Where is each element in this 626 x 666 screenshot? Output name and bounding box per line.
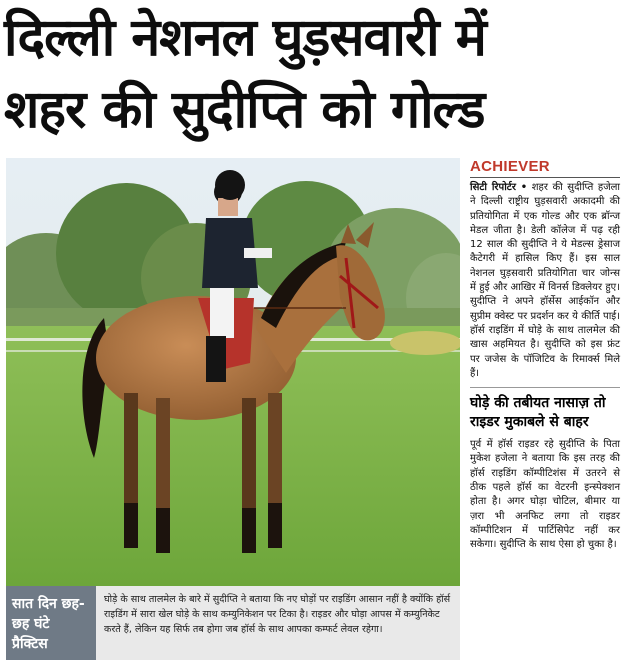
article-paragraph-2: पूर्व में हॉर्स राइडर रहे सुदीप्ति के पिता मुकेश हजेला ने बताया कि इस तरह की हॉर्स राइडिंग कॉम्पीटिशंस में उतरने से ठीक पहले हॉर्स का वेटरनी इन्स्पेक्शन होता है। अगर घोड़ा चोटिल, बीमार या ज़रा भी अनफिट लगा तो राइडर कॉम्पीटिशन में पार्टिसिपेट नहीं कर सकेगा। सुदीप्ति के साथ ऐसा हो चुका है। [470,439,620,551]
caption-box [6,586,460,660]
subheading: घोड़े की तबीयत नासाज़ तो राइडर मुकाबले से बाहर [470,387,620,432]
caption-title: सात दिन छह-छह घंटे प्रैक्टिस [6,586,96,660]
sidebar-article [470,158,620,663]
article-paragraph-1 [470,181,620,381]
headline-line-2: शहर की सुदीप्ति को गोल्ड [4,80,485,140]
byline: सिटी रिपोर्टर • [470,182,528,193]
kicker-label: ACHIEVER [470,158,620,178]
headline-line-1: दिल्ली नेशनल घुड़सवारी में [4,8,486,68]
horse-rider-photo [6,158,460,586]
article-paragraph-1-text: शहर की सुदीप्ति हजेला ने दिल्ली राष्ट्रीय घुड़सवारी अकादमी की प्रतियोगिता में एक गोल्ड और एक ब्रॉन्ज मेडल जीता है। डेली कॉलेज में पढ़ रही 12 साल की सुदीप्ति ने ये मेडल्स ड्रेसाज कैटेगरी में हासिल किए हैं। इस साल नेशनल घुड़सवारी प्रतियोगिता चार जोन्स में हुई और आखिर में विनर्स डिक्लेयर हुए। सुदीप्ति ने अपने हॉर्सेस आईकॉन और सुप्रीम क्वेस्ट पर प्रदर्शन कर ये कीर्ति पाई। हॉर्स राइडिंग में घोड़े के साथ तालमेल की खास अहमियत है। सुदीप्ति को इस फ्रंट पर जजेस के पॉजिटिव के रिमार्क्स मिले हैं। [470,182,620,379]
caption-text: घोड़े के साथ तालमेल के बारे में सुदीप्ति ने बताया कि नए घोड़ों पर राइडिंग आसान नहीं है क्योंकि हॉर्स राइडिंग में सारा खेल घोड़े के साथ कम्युनिकेशन पर टिका है। राइडर और घोड़ा आपस में कम्युनिकेट करते हैं, लेकिन यह सिर्फ तब होगा जब हॉर्स के साथ आपका कम्फर्ट लेवल रहेगा। [104,594,451,635]
